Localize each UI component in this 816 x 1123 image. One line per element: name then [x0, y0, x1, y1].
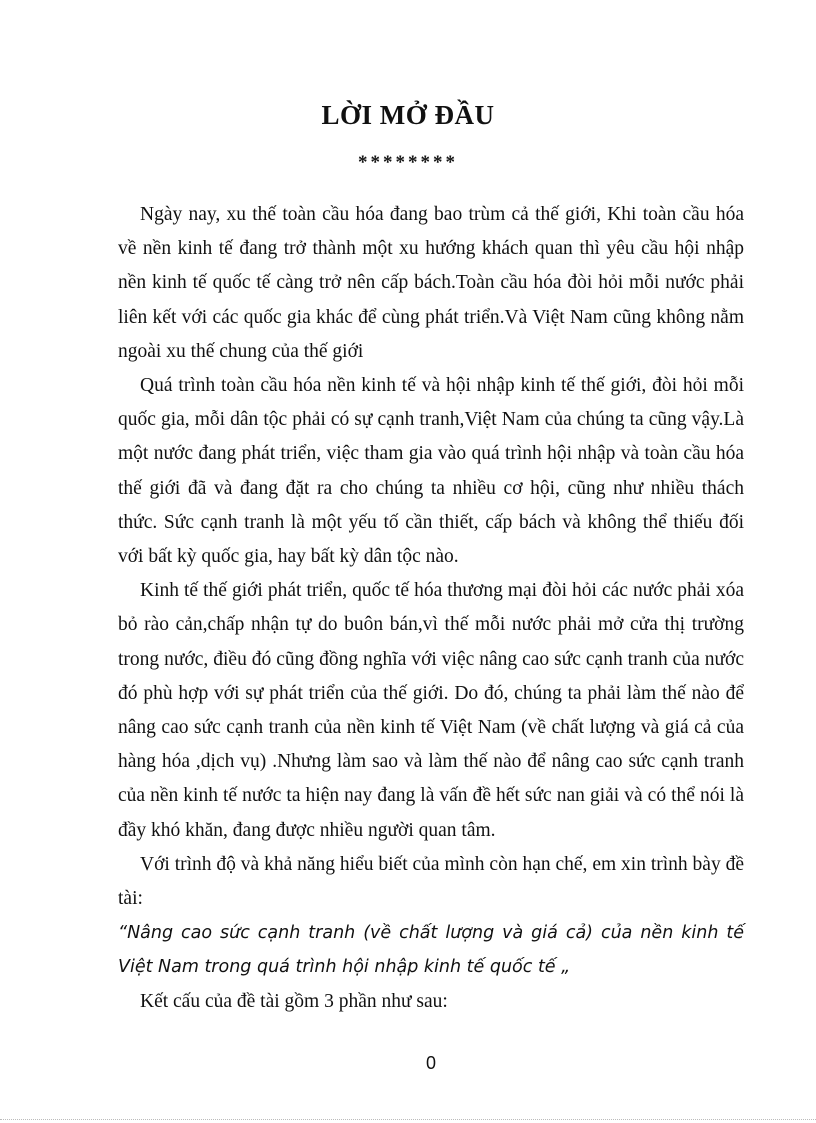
page-bottom-edge	[0, 1119, 816, 1120]
paragraph-closing: Kết cấu của đề tài gồm 3 phần như sau:	[140, 990, 448, 1012]
title-separator: ********	[358, 152, 458, 173]
topic-quote: “Nâng cao sức cạnh tranh (về chất lượng và giá cả) của nền kinh tế Việt Nam trong quá trình hội nhập kinh tế quốc tế „	[118, 923, 744, 978]
page-title: LỜI MỞ ĐẦU	[321, 100, 495, 130]
paragraph-2: Quá trình toàn cầu hóa nền kinh tế và hội nhập kinh tế thế giới, đòi hỏi mỗi quốc gia, mỗi dân tộc phải có sự cạnh tranh,Việt Nam của chúng ta cũng vậy.Là một nước đang phát triển, việc tham gia vào quá trình hội nhập và toàn cầu hóa thế giới đã và đang đặt ra cho chúng ta nhiều cơ hội, cũng như nhiều thách thức. Sức cạnh tranh là một yếu tố cần thiết, cấp bách và không thể thiếu đối với bất kỳ quốc gia, hay bất kỳ dân tộc nào.	[118, 375, 744, 568]
body-text	[118, 198, 744, 1019]
paragraph-3: Kinh tế thế giới phát triển, quốc tế hóa thương mại đòi hỏi các nước phải xóa bỏ rào cản,chấp nhận tự do buôn bán,vì thế mỗi nước phải mở cửa thị trường trong nước, điều đó cũng đồng nghĩa với việc nâng cao sức cạnh tranh của nước đó phù hợp với sự phát triển của thế giới. Do đó, chúng ta phải làm thế nào để nâng cao sức cạnh tranh của nền kinh tế Việt Nam (về chất lượng và giá cả của hàng hóa ,dịch vụ) .Nhưng làm sao và làm thế nào để nâng cao sức cạnh tranh của nền kinh tế nước ta hiện nay đang là vấn đề hết sức nan giải và có thể nói là đầy khó khăn, đang được nhiều người quan tâm.	[118, 580, 744, 841]
paragraph-1: Ngày nay, xu thế toàn cầu hóa đang bao trùm cả thế giới, Khi toàn cầu hóa về nền kinh tế đang trở thành một xu hướng khách quan thì yêu cầu hội nhập nền kinh tế quốc tế càng trở nên cấp bách.Toàn cầu hóa đòi hỏi mỗi nước phải liên kết với các quốc gia khác để cùng phát triển.Và Việt Nam cũng không nằm ngoài xu thế chung của thế giới	[118, 204, 744, 362]
page-number: 0	[425, 1053, 436, 1073]
paragraph-4: Với trình độ và khả năng hiểu biết của mình còn hạn chế, em xin trình bày đề tài:	[118, 853, 744, 910]
